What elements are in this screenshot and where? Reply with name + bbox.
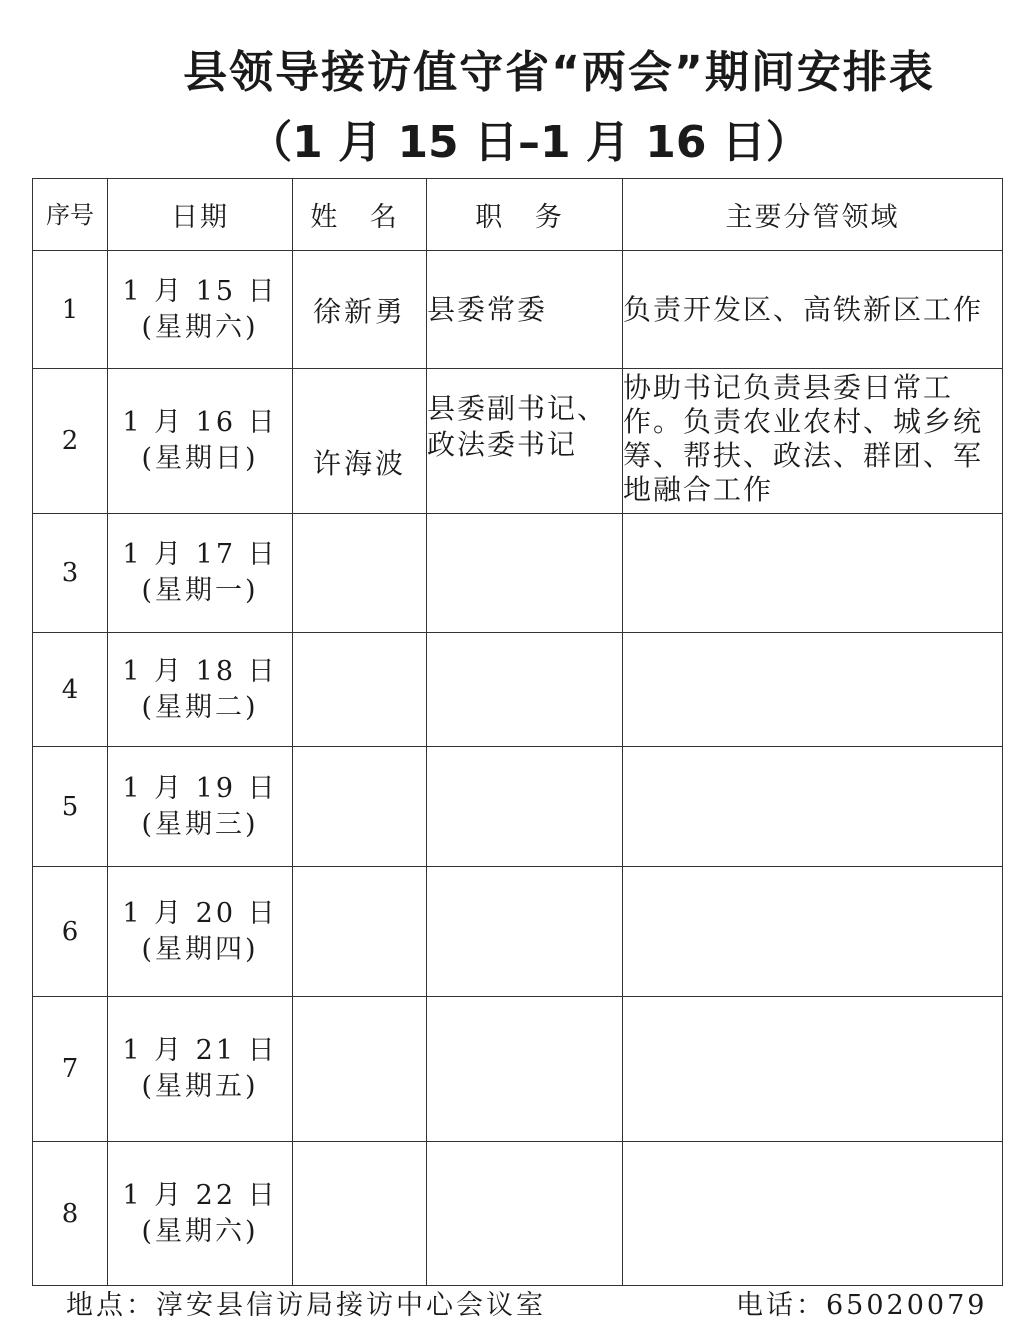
row-date-cell: [108, 747, 293, 867]
row-seq: 5: [33, 747, 108, 867]
row-seq: 8: [33, 1142, 108, 1286]
row-date-cell: [108, 997, 293, 1142]
row-date: 1 月 16 日: [122, 407, 278, 438]
row-name: [293, 633, 427, 747]
row-position: 县委常委: [427, 251, 623, 369]
table-row: [33, 369, 1003, 514]
row-date: 1 月 17 日: [122, 539, 278, 570]
row-weekday: (星期一): [141, 575, 259, 606]
header-date: 日期: [108, 179, 293, 251]
row-weekday: (星期五): [141, 1071, 259, 1102]
row-area: [623, 633, 1003, 747]
row-seq: 3: [33, 514, 108, 633]
row-position: 县委副书记、政法委书记: [427, 369, 623, 514]
header-position: 职 务: [427, 179, 623, 251]
row-position: [427, 747, 623, 867]
row-date-cell: [108, 867, 293, 997]
header-name: 姓 名: [293, 179, 427, 251]
row-area: [623, 747, 1003, 867]
row-position: [427, 514, 623, 633]
table-row: [33, 251, 1003, 369]
row-area: [623, 867, 1003, 997]
row-seq: 1: [33, 251, 108, 369]
row-date-cell: [108, 1142, 293, 1286]
row-name: [293, 747, 427, 867]
row-name: [293, 514, 427, 633]
row-weekday: (星期四): [141, 933, 259, 965]
footer-phone: 电话：65020079: [736, 1290, 988, 1321]
row-weekday: (星期二): [141, 691, 259, 723]
row-area: 负责开发区、高铁新区工作: [623, 251, 1003, 369]
row-seq: 6: [33, 867, 108, 997]
row-date-cell: [108, 251, 293, 369]
header-seq: 序号: [33, 179, 108, 251]
document-date-range: （1 月 15 日–1 月 16 日）: [248, 117, 810, 168]
row-area: 协助书记负责县委日常工作。负责农业农村、城乡统筹、帮扶、政法、群团、军地融合工作: [623, 369, 1003, 514]
row-position: [427, 633, 623, 747]
row-weekday: (星期日): [141, 443, 259, 474]
table-row: [33, 633, 1003, 747]
table-header-row: [33, 179, 1003, 251]
row-name: 徐新勇: [293, 251, 427, 369]
row-date: 1 月 21 日: [122, 1035, 278, 1066]
row-date-cell: [108, 369, 293, 514]
row-date: 1 月 19 日: [122, 772, 278, 804]
row-date-cell: [108, 633, 293, 747]
schedule-table: [32, 178, 1003, 1286]
row-date-cell: [108, 514, 293, 633]
table-row: [33, 867, 1003, 997]
row-area: [623, 1142, 1003, 1286]
row-position: [427, 997, 623, 1142]
row-position: [427, 867, 623, 997]
row-weekday: (星期六): [141, 311, 259, 343]
header-area: 主要分管领域: [623, 179, 1003, 251]
row-area: [623, 997, 1003, 1142]
row-date: 1 月 20 日: [122, 897, 278, 929]
document-title: 县领导接访值守省“两会”期间安排表: [183, 47, 935, 98]
row-date: 1 月 15 日: [122, 275, 278, 307]
row-name: [293, 867, 427, 997]
row-name: [293, 997, 427, 1142]
table-row: [33, 747, 1003, 867]
footer-location: 地点：淳安县信访局接访中心会议室: [66, 1290, 546, 1321]
row-name: 许海波: [293, 369, 427, 514]
row-weekday: (星期六): [141, 1215, 259, 1247]
table-row: [33, 514, 1003, 633]
row-seq: 7: [33, 997, 108, 1142]
table-row: [33, 1142, 1003, 1286]
table-row: [33, 997, 1003, 1142]
row-seq: 2: [33, 369, 108, 514]
row-seq: 4: [33, 633, 108, 747]
row-area: [623, 514, 1003, 633]
row-weekday: (星期三): [141, 808, 259, 840]
row-date: 1 月 22 日: [122, 1179, 278, 1211]
row-date: 1 月 18 日: [122, 655, 278, 687]
row-name: [293, 1142, 427, 1286]
row-position: [427, 1142, 623, 1286]
